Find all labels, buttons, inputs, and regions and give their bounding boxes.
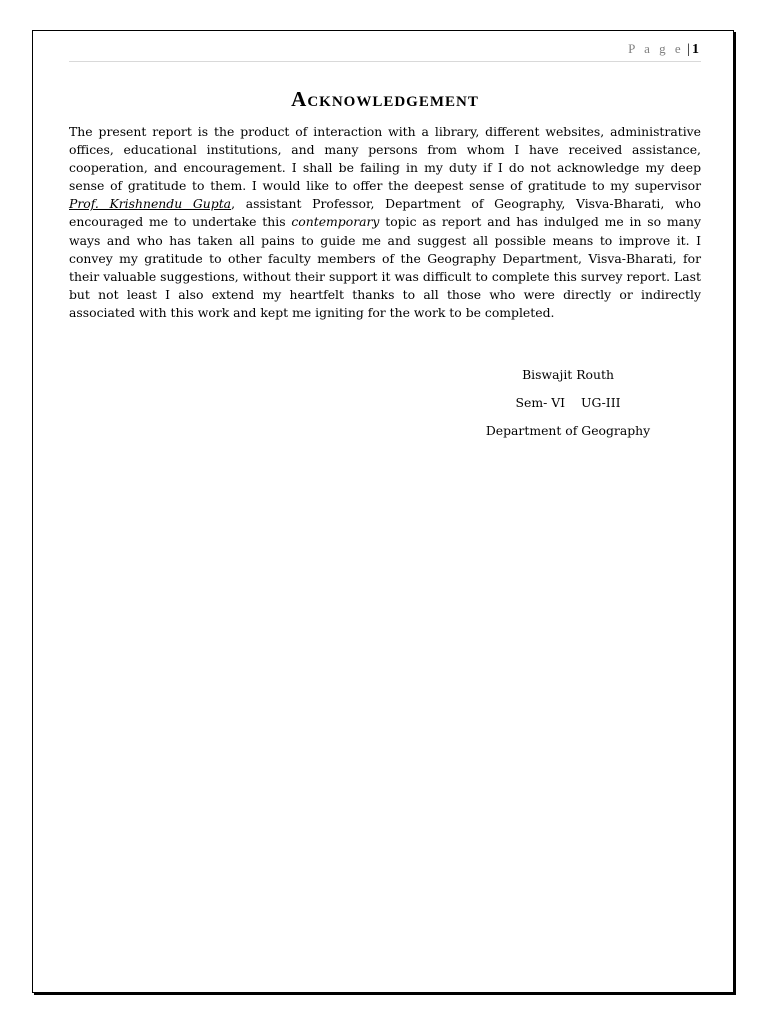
- department: Department of Geography: [485, 423, 651, 438]
- class-name: UG-III: [581, 395, 621, 410]
- signature-block: [473, 361, 663, 445]
- page-number: [628, 41, 699, 58]
- paragraph-part-3: topic as report and has indulged me in so many ways and who has taken all pains to guide me and suggest all possible means to improve it. I convey my gratitude to other faculty members of the Geography Department, Visva-Bharati, for their valuable suggestions, without their support it was difficult to complete this survey report. Last but not least I also extend my heartfelt thanks to all those who were directly or indirectly associated with this work and kept me igniting for the work to be completed.: [69, 214, 701, 320]
- document-title: Acknowledgement: [291, 87, 479, 111]
- page-label: P a g e: [628, 41, 684, 56]
- page-separator: |: [687, 42, 690, 57]
- semester: Sem- VI: [515, 395, 566, 410]
- topic-word: contemporary: [291, 214, 380, 230]
- semester-line: [473, 389, 663, 417]
- author-name: Biswajit Routh: [522, 367, 614, 382]
- supervisor-name: Prof. Krishnendu Gupta: [69, 196, 232, 212]
- page-number-value: 1: [692, 42, 699, 57]
- document-page: [32, 30, 734, 993]
- paragraph-part-2: , assistant Professor, Department of Geography, Visva-Bharati, who encouraged me to undertake this: [69, 196, 701, 230]
- acknowledgement-paragraph: [69, 123, 701, 322]
- page-header: [69, 41, 701, 62]
- paragraph-part-1: The present report is the product of interaction with a library, different websites, administrative offices, educational institutions, and many persons from whom I have received assistance, cooperation, and encouragement. I shall be failing in my duty if I do not acknowledge my deep sense of gratitude to them. I would like to offer the deepest sense of gratitude to my supervisor: [69, 124, 701, 194]
